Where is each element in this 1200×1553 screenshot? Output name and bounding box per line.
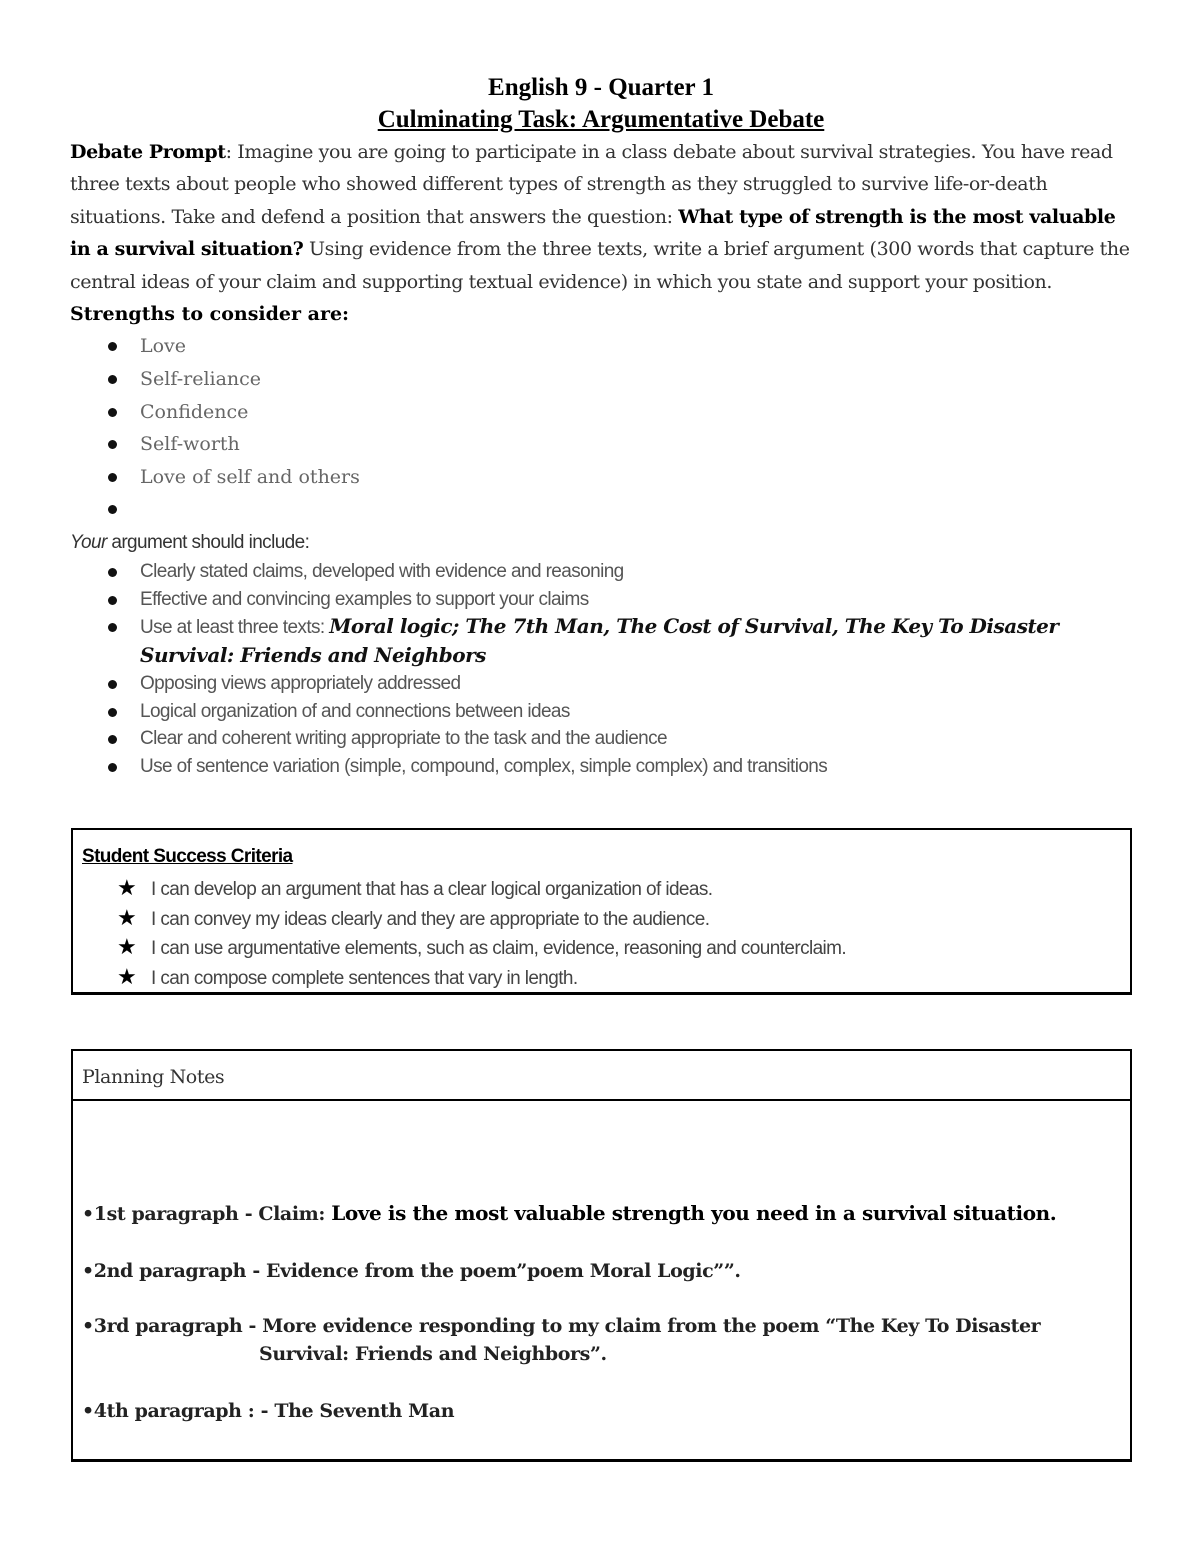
include-list: [70, 558, 1132, 780]
paragraph-3-note: •3rd paragraph - More evidence responding to my claim from the poem “The Key To Disaster: [82, 1315, 1041, 1337]
bullet-icon: [108, 473, 117, 482]
include-label: Your argument should include:: [70, 532, 310, 553]
list-item: Self-reliance: [70, 363, 1132, 396]
list-item: Use at least three texts: Moral logic; The 7th Man, The Cost of Survival, The Key To Disaster Survival: Friends and Neighbors: [70, 613, 1132, 670]
list-item: Effective and convincing examples to support your claims: [70, 586, 1132, 614]
list-item: Confidence: [70, 396, 1132, 429]
bullet-icon: [108, 680, 117, 689]
text-titles: Moral logic; The 7th Man, The Cost of Survival, The Key To Disaster Survival: Friends and Neighbors: [140, 614, 1059, 667]
paragraph-1-note: •1st paragraph - Claim: Love is the most valuable strength you need in a survival situation.: [82, 1201, 1057, 1225]
list-item: ★ I can convey my ideas clearly and they are appropriate to the audience.: [117, 904, 710, 930]
list-item: Clear and coherent writing appropriate to the task and the audience: [70, 725, 1132, 753]
star-icon: ★: [117, 964, 137, 990]
document-title: English 9 - Quarter 1: [488, 74, 714, 101]
planning-notes-heading: Planning Notes: [73, 1051, 1130, 1101]
document-subtitle: Culminating Task: Argumentative Debate: [377, 106, 825, 133]
star-icon: ★: [117, 904, 137, 930]
bullet-icon: [108, 623, 117, 632]
list-item: Self-worth: [70, 428, 1132, 461]
star-icon: ★: [117, 934, 137, 960]
list-item: [70, 493, 1132, 526]
success-criteria-list: [117, 874, 846, 993]
strengths-list: [70, 330, 1132, 526]
document-page: [70, 72, 1132, 780]
paragraph-4-note: •4th paragraph : - The Seventh Man: [82, 1400, 455, 1422]
bullet-icon: [108, 440, 117, 449]
bullet-icon: [108, 408, 117, 417]
bullet-icon: [108, 342, 117, 351]
debate-prompt-text-after: Using evidence from the three texts, write a brief argument (300 words that capture the central ideas of your claim and supporting textual evidence) in which you state and support your position.: [70, 238, 1130, 293]
list-item: ★ I can use argumentative elements, such as claim, evidence, reasoning and counterclaim.: [117, 934, 847, 960]
success-criteria-heading: Student Success Criteria: [82, 846, 293, 867]
success-criteria-box: [71, 828, 1132, 995]
strengths-label: Strengths to consider are:: [70, 303, 350, 326]
list-item: Logical organization of and connections between ideas: [70, 698, 1132, 726]
debate-question: What type of strength is the most valuable in a survival situation?: [70, 205, 1116, 261]
bullet-icon: [108, 596, 117, 605]
bullet-icon: [108, 505, 117, 514]
debate-prompt-text: : Imagine you are going to participate in a class debate about survival strategies. You have read three texts about people who showed different types of strength as they struggled to survive life-or-death situations. Take and defend a position that answers the question:: [70, 141, 1113, 228]
paragraph-3-note-continued: Survival: Friends and Neighbors”.: [259, 1343, 607, 1365]
bullet-icon: [108, 375, 117, 384]
list-item: Clearly stated claims, developed with evidence and reasoning: [70, 558, 1132, 586]
bullet-icon: [108, 568, 117, 577]
bullet-icon: [108, 735, 117, 744]
star-icon: ★: [117, 875, 137, 900]
debate-prompt-label: Debate Prompt: [70, 141, 226, 163]
list-item: Opposing views appropriately addressed: [70, 670, 1132, 698]
list-item: Use of sentence variation (simple, compound, complex, simple complex) and transitions: [70, 753, 1132, 781]
planning-notes-box: [71, 1049, 1132, 1462]
list-item: Love: [70, 330, 1132, 363]
list-item: ★ I can develop an argument that has a clear logical organization of ideas.: [117, 875, 713, 900]
list-item: Love of self and others: [70, 461, 1132, 494]
list-item: ★ I can compose complete sentences that vary in length.: [117, 964, 578, 990]
bullet-icon: [108, 708, 117, 717]
bullet-icon: [108, 763, 117, 772]
paragraph-2-note: •2nd paragraph - Evidence from the poem”poem Moral Logic””.: [82, 1260, 741, 1282]
debate-prompt: [70, 136, 1132, 298]
